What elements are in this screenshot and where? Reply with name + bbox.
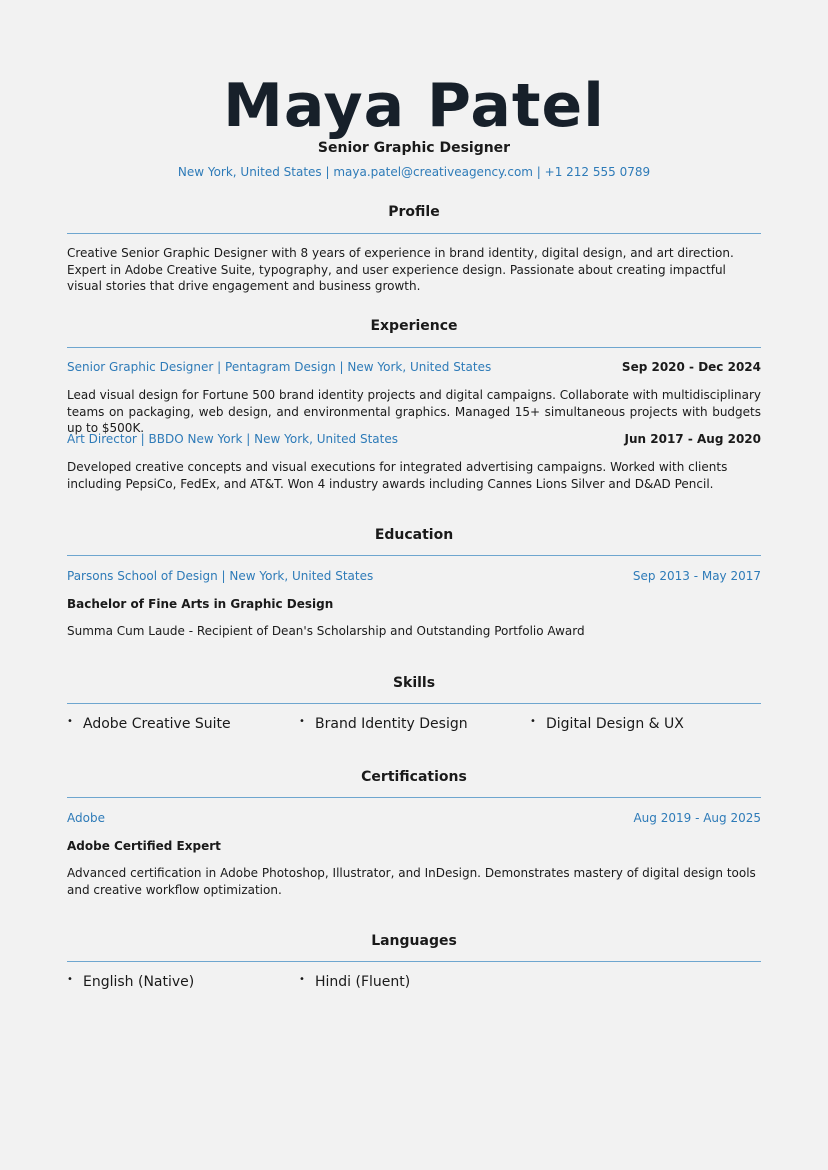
experience-divider bbox=[67, 347, 761, 348]
skill-item: • Adobe Creative Suite bbox=[67, 715, 231, 733]
certifications-divider bbox=[67, 797, 761, 798]
experience-item-1-role: Senior Graphic Designer | Pentagram Design | New York, United States bbox=[67, 360, 492, 374]
language-item: • Hindi (Fluent) bbox=[299, 973, 410, 991]
education-divider bbox=[67, 555, 761, 556]
education-heading: Education bbox=[374, 527, 454, 543]
education-dates: Sep 2013 - May 2017 bbox=[632, 569, 761, 583]
certification-description: Advanced certification in Adobe Photoshop, Illustrator, and InDesign. Demonstrates mastery of digital design tools and creative workflow optimization. bbox=[67, 866, 756, 897]
certification-issuer: Adobe bbox=[67, 811, 105, 825]
contact-line: New York, United States | maya.patel@creativeagency.com | +1 212 555 0789 bbox=[177, 165, 651, 179]
profile-divider bbox=[67, 233, 761, 234]
candidate-name: Maya Patel bbox=[223, 71, 605, 141]
certifications-heading: Certifications bbox=[361, 769, 467, 785]
skills-heading: Skills bbox=[392, 675, 436, 691]
skill-item: • Digital Design & UX bbox=[530, 715, 684, 733]
profile-text: Creative Senior Graphic Designer with 8 years of experience in brand identity, digital design, and art direction. Expert in Adobe Creative Suite, typography, and user experience design. Passionate about creating impactful visual stories that drive engagement and business growth. bbox=[67, 246, 734, 293]
education-honors: Summa Cum Laude - Recipient of Dean's Scholarship and Outstanding Portfolio Award bbox=[67, 624, 585, 638]
experience-item-2-description: Developed creative concepts and visual executions for integrated advertising campaigns. Worked with clients including PepsiCo, FedEx, and AT&T. Won 4 industry awards including Cannes Lions Silver and D&AD Pencil. bbox=[67, 460, 728, 491]
languages-divider bbox=[67, 961, 761, 962]
experience-item-2-role: Art Director | BBDO New York | New York, United States bbox=[67, 432, 398, 446]
skill-item: • Brand Identity Design bbox=[299, 715, 468, 733]
candidate-title: Senior Graphic Designer bbox=[317, 140, 511, 156]
experience-item-1-dates: Sep 2020 - Dec 2024 bbox=[621, 360, 761, 374]
experience-item-1-description: Lead visual design for Fortune 500 brand identity projects and digital campaigns. Collaborate with multidisciplinary teams on packaging, web design, and environmental graphics. Managed 15+ simultaneous projects with budgets up to $500K. bbox=[67, 388, 762, 435]
profile-heading: Profile bbox=[388, 204, 440, 220]
language-item: • English (Native) bbox=[67, 973, 194, 991]
bullet-icon: • bbox=[299, 974, 305, 985]
experience-item-2-dates: Jun 2017 - Aug 2020 bbox=[624, 432, 761, 446]
bullet-icon: • bbox=[530, 716, 536, 727]
bullet-icon: • bbox=[299, 716, 305, 727]
certification-name: Adobe Certified Expert bbox=[67, 839, 221, 853]
certification-dates: Aug 2019 - Aug 2025 bbox=[633, 811, 761, 825]
bullet-icon: • bbox=[67, 974, 73, 985]
skills-divider bbox=[67, 703, 761, 704]
education-degree: Bachelor of Fine Arts in Graphic Design bbox=[67, 597, 334, 611]
languages-heading: Languages bbox=[371, 933, 457, 949]
experience-heading: Experience bbox=[370, 318, 458, 334]
bullet-icon: • bbox=[67, 716, 73, 727]
education-school: Parsons School of Design | New York, United States bbox=[67, 569, 374, 583]
